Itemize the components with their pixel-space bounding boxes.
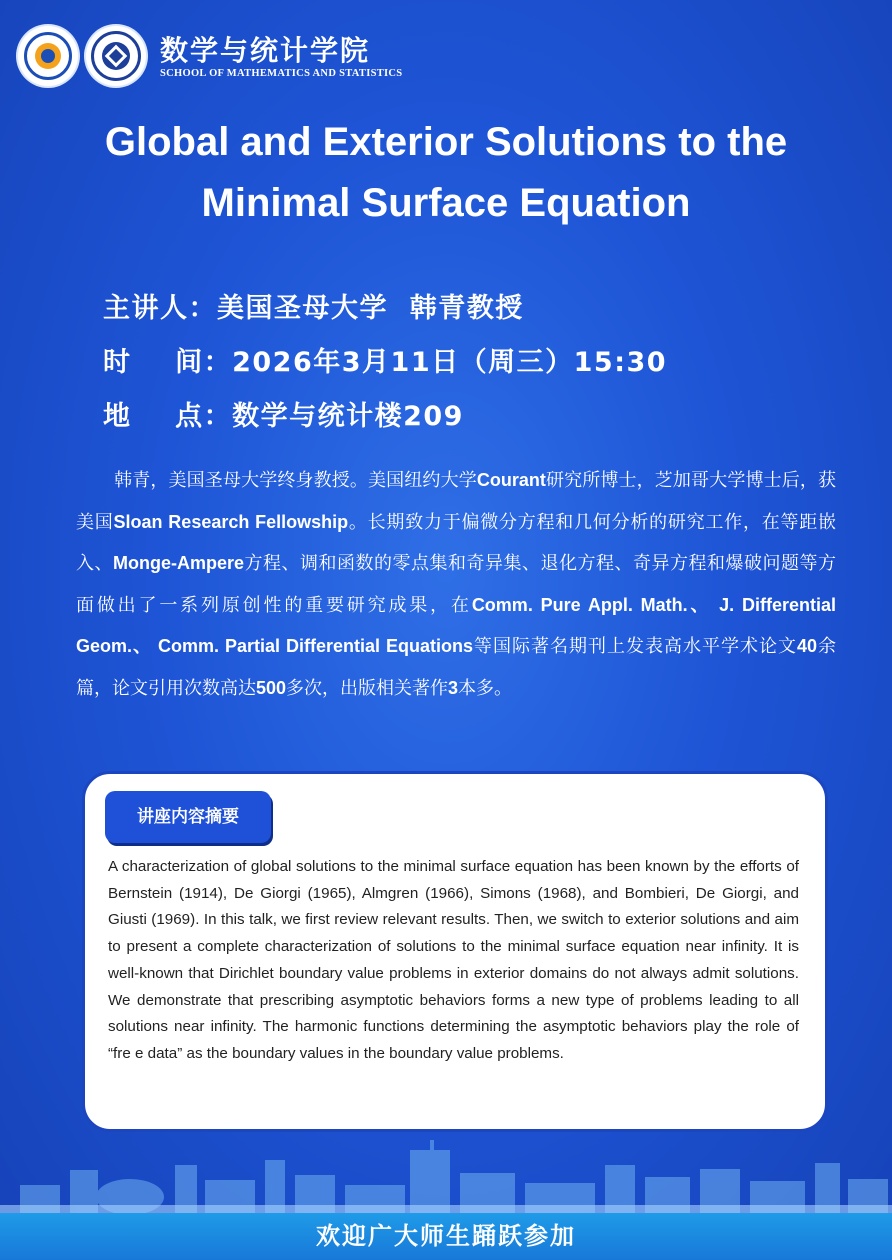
bio-bold: 3 <box>448 677 459 698</box>
header <box>18 24 402 88</box>
bio-text: 本多。 <box>458 677 513 699</box>
time-value: 2026年3月11日（周三）15:30 <box>232 347 668 378</box>
speaker-value: 美国圣母大学 韩青教授 <box>217 293 524 324</box>
city-skyline-icon <box>0 1135 892 1215</box>
bio-text: 韩青，美国圣母大学终身教授。美国纽约大学 <box>114 470 477 491</box>
place-label: 地 点： <box>103 401 233 432</box>
bio-text: 余篇，论文引用次数高达 <box>76 636 836 699</box>
bio-bold: Sloan Research Fellowship <box>113 511 349 532</box>
footer-text: 欢迎广大师生踊跃参加 <box>316 1222 576 1250</box>
bio-text: 研究所博士，芝加哥大学博士后，获美国 <box>76 470 837 533</box>
bio-journals: Comm. Pure Appl. Math.、 J. Differential Geom.、 Comm. Partial Differential Equations <box>76 594 837 656</box>
bio-text: 多次，出版相关著作 <box>286 677 449 699</box>
school-name-en: SCHOOL OF MATHEMATICS AND STATISTICS <box>160 67 403 79</box>
title-line-2: Minimal Surface Equation <box>201 181 691 225</box>
lecture-title <box>40 112 852 234</box>
school-logo-icon <box>86 26 146 86</box>
bio-text: 等国际著名期刊上发表高水平学术论文 <box>473 636 797 657</box>
place-value: 数学与统计楼209 <box>232 401 464 432</box>
abstract-text: A characterization of global solutions to the minimal surface equation has been known by the efforts of Bernstein (1914), De Giorgi (1965), Almgren (1966), Simons (1968), and Bombieri, De Giorgi, and Giusti (1969). In this talk, we first review relevant results. Then, we switch to exterior solutions and aim to present a complete characterization of solutions to the minimal surface equation near infinity. It is well-known that Dirichlet boundary value problems in exterior domains do not always admit solutions. We demonstrate that prescribing asymptotic behaviors forms a new type of problems leading to all solutions near infinity. The harmonic functions determining the asymptotic behaviors play the role of “fre e data” as the boundary values in the boundary value problems. <box>108 858 799 1062</box>
speaker-bio <box>76 460 836 709</box>
bio-bold: Monge-Ampere <box>113 553 245 573</box>
footer-banner <box>0 1213 892 1260</box>
school-name <box>160 34 402 79</box>
bio-bold: 500 <box>256 677 287 698</box>
bio-text: 方程、调和函数的零点集和奇异集、退化方程、奇异方程和爆破问题等方面做出了一系列原创性的重要研究成果，在 <box>76 553 836 616</box>
lecture-info <box>103 285 667 447</box>
speaker-label: 主讲人： <box>103 293 217 324</box>
time-row <box>103 339 667 393</box>
bio-bold: Courant <box>476 470 546 490</box>
speaker-row <box>103 285 667 339</box>
abstract-card <box>82 771 828 1132</box>
bio-bold: 40 <box>796 636 817 656</box>
school-name-cn: 数学与统计学院 <box>160 33 371 67</box>
abstract-tag: 讲座内容摘要 <box>105 791 271 843</box>
title-line-1: Global and Exterior Solutions to the <box>104 120 788 164</box>
university-logo-icon <box>18 26 78 86</box>
bio-text: 。长期致力于偏微分方程和几何分析的研究工作，在等距嵌入、 <box>76 511 837 574</box>
time-label: 时 间： <box>103 347 233 378</box>
place-row <box>103 393 667 447</box>
